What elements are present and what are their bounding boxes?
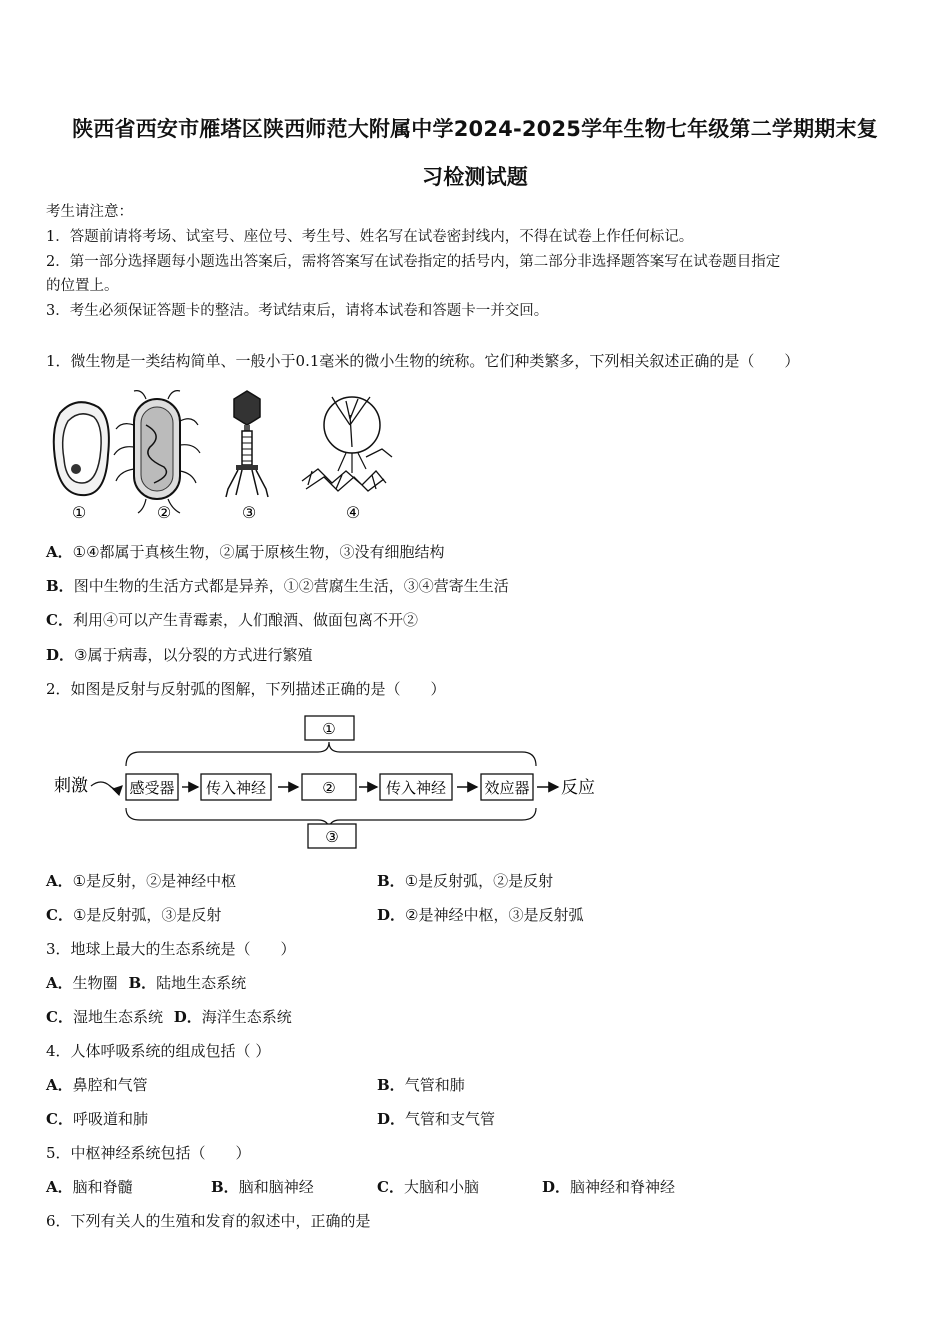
option-text: ①是反射弧，③是反射 bbox=[72, 906, 222, 924]
q3-option-a[interactable] bbox=[46, 974, 118, 992]
option-key: A． bbox=[46, 974, 73, 992]
notice-item-1: 1．答题前请将考场、试室号、座位号、考生号、姓名写在试卷密封线内，不得在试卷上作任何标记。 bbox=[46, 229, 694, 245]
diagram-effector: 效应器 bbox=[484, 779, 530, 797]
option-key: A． bbox=[46, 1076, 73, 1094]
option-text: ③属于病毒，以分裂的方式进行繁殖 bbox=[74, 646, 313, 664]
diagram-afferent: 传入神经 bbox=[205, 779, 267, 797]
q5-option-b[interactable] bbox=[211, 1177, 314, 1197]
q2-option-c[interactable] bbox=[46, 905, 221, 925]
option-key: A． bbox=[46, 1178, 73, 1196]
option-text: ①④都属于真核生物，②属于原核生物，③没有细胞结构 bbox=[72, 543, 445, 561]
option-key: B． bbox=[377, 1076, 405, 1094]
diagram-top-label: ① bbox=[322, 720, 336, 738]
option-text: ②是神经中枢，③是反射弧 bbox=[405, 906, 584, 924]
penicillium-image bbox=[302, 397, 392, 491]
option-text: 呼吸道和肺 bbox=[72, 1110, 148, 1128]
q6-stem: 6．下列有关人的生殖和发育的叙述中，正确的是 bbox=[46, 1212, 371, 1230]
q4-stem: 4．人体呼吸系统的组成包括（ ） bbox=[46, 1042, 271, 1060]
q1-option-b[interactable] bbox=[46, 576, 509, 596]
option-key: B． bbox=[377, 872, 405, 890]
q2-stem: 2．如图是反射与反射弧的图解，下列描述正确的是（ ） bbox=[46, 680, 446, 698]
q1-option-a[interactable] bbox=[46, 542, 445, 562]
option-key: C． bbox=[46, 906, 73, 924]
q1-option-c[interactable] bbox=[46, 610, 418, 630]
q4-option-a[interactable] bbox=[46, 1075, 148, 1095]
q5-option-a[interactable] bbox=[46, 1177, 133, 1197]
q3-option-c[interactable] bbox=[46, 1008, 163, 1026]
option-key: C． bbox=[46, 611, 73, 629]
option-text: 生物圈 bbox=[72, 974, 118, 992]
option-text: 脑和脊髓 bbox=[72, 1178, 133, 1196]
notice-item-2a: 2．第一部分选择题每小题选出答案后，需将答案写在试卷指定的括号内，第二部分非选择题答案写在试卷题目指定 bbox=[46, 254, 781, 270]
diagram-bottom-label: ③ bbox=[325, 828, 339, 846]
option-text: ①是反射，②是神经中枢 bbox=[72, 872, 237, 890]
option-text: 气管和支气管 bbox=[405, 1110, 496, 1128]
option-text: 鼻腔和气管 bbox=[72, 1076, 148, 1094]
q4-option-c[interactable] bbox=[46, 1109, 148, 1129]
option-key: D． bbox=[542, 1178, 571, 1196]
q1-fig-label-4: ④ bbox=[345, 503, 361, 522]
diagram-response: 反应 bbox=[561, 778, 595, 798]
option-key: C． bbox=[46, 1008, 73, 1026]
q5-option-d[interactable] bbox=[542, 1177, 675, 1197]
diagram-efferent: 传入神经 bbox=[385, 779, 447, 797]
notice-item-2b: 的位置上。 bbox=[46, 278, 119, 294]
q1-option-d[interactable] bbox=[46, 645, 312, 665]
diagram-stimulus: 刺激 bbox=[54, 776, 88, 796]
page-title-line2: 习检测试题 bbox=[422, 165, 528, 189]
option-key: C． bbox=[377, 1178, 404, 1196]
option-key: A． bbox=[46, 872, 73, 890]
q5-option-c[interactable] bbox=[377, 1177, 479, 1197]
option-key: B． bbox=[46, 577, 74, 595]
option-key: C． bbox=[46, 1110, 73, 1128]
option-text: ①是反射弧，②是反射 bbox=[404, 872, 554, 890]
option-key: B． bbox=[128, 974, 157, 992]
yeast-cell-image bbox=[54, 402, 109, 495]
q4-option-d[interactable] bbox=[377, 1109, 495, 1129]
notice-heading: 考生请注意： bbox=[46, 204, 133, 220]
option-text: 气管和肺 bbox=[404, 1076, 465, 1094]
option-text: 湿地生态系统 bbox=[72, 1008, 163, 1026]
q1-stem: 1．微生物是一类结构简单、一般小于0.1毫米的微小生物的统称。它们种类繁多，下列相关叙述正确的是（ ） bbox=[46, 352, 800, 370]
notice-item-3: 3．考生必须保证答题卡的整洁。考试结束后，请将本试卷和答题卡一并交回。 bbox=[46, 303, 549, 319]
option-text: 大脑和小脑 bbox=[403, 1178, 479, 1196]
q1-fig-label-1: ① bbox=[71, 503, 87, 522]
option-text: 脑和脑神经 bbox=[238, 1178, 314, 1196]
option-text: 海洋生态系统 bbox=[201, 1008, 292, 1026]
q5-stem: 5．中枢神经系统包括（ ） bbox=[46, 1144, 251, 1162]
q1-fig-label-2: ② bbox=[156, 503, 172, 522]
q3-option-d[interactable] bbox=[174, 1008, 292, 1026]
q2-option-d[interactable] bbox=[377, 905, 583, 925]
phage-image bbox=[226, 391, 268, 497]
q2-option-a[interactable] bbox=[46, 871, 236, 891]
bacterium-image bbox=[114, 391, 200, 513]
diagram-receptor: 感受器 bbox=[129, 779, 175, 797]
diagram-center: ② bbox=[322, 779, 336, 797]
q1-fig-label-3: ③ bbox=[241, 503, 257, 522]
option-key: D． bbox=[46, 646, 75, 664]
option-key: A． bbox=[46, 543, 73, 561]
option-key: D． bbox=[173, 1008, 202, 1026]
q3-options-row2 bbox=[46, 1007, 292, 1027]
q1-microbe-figure bbox=[46, 385, 396, 525]
option-text: 利用④可以产生青霉素，人们酿酒、做面包离不开② bbox=[72, 611, 418, 629]
option-key: D． bbox=[377, 1110, 406, 1128]
page-title-line1: 陕西省西安市雁塔区陕西师范大附属中学2024-2025学年生物七年级第二学期期末复 bbox=[72, 117, 878, 141]
option-text: 陆地生态系统 bbox=[156, 974, 247, 992]
option-text: 图中生物的生活方式都是异养，①②营腐生生活，③④营寄生生活 bbox=[73, 577, 509, 595]
option-key: D． bbox=[377, 906, 406, 924]
q3-options-row1 bbox=[46, 973, 246, 993]
q3-stem: 3．地球上最大的生态系统是（ ） bbox=[46, 940, 296, 958]
option-key: B． bbox=[211, 1178, 239, 1196]
option-text: 脑神经和脊神经 bbox=[570, 1178, 676, 1196]
q2-option-b[interactable] bbox=[377, 871, 553, 891]
q3-option-b[interactable] bbox=[128, 974, 246, 992]
q4-option-b[interactable] bbox=[377, 1075, 465, 1095]
reflex-arc-diagram bbox=[46, 712, 616, 854]
